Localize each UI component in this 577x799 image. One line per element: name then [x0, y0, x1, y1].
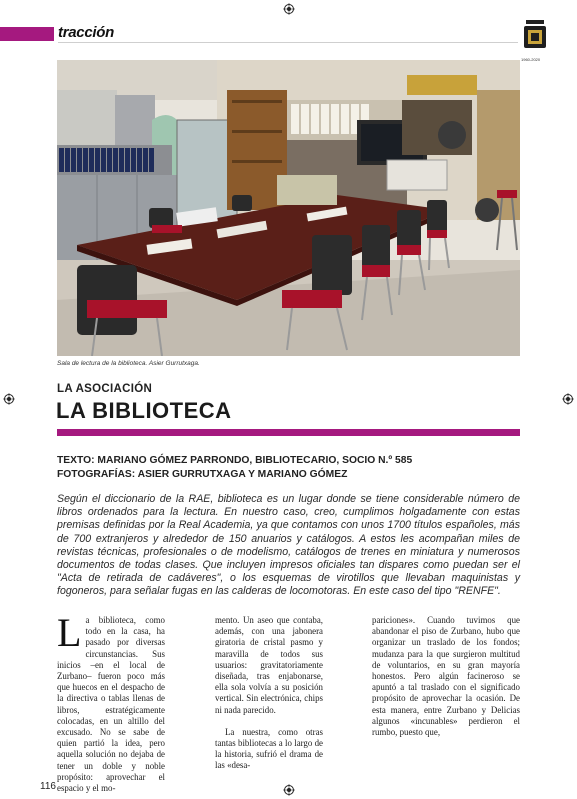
- body-column-1: [57, 610, 165, 794]
- photo-credit: FOTOGRAFÍAS: ASIER GURRUTXAGA Y MARIANO GÓMEZ: [57, 469, 348, 480]
- registration-mark-icon: [3, 393, 15, 405]
- header-rule: [58, 42, 518, 43]
- body-column-2: [215, 615, 323, 772]
- registration-mark-icon: [283, 3, 295, 15]
- body-paragraph: [57, 610, 165, 794]
- section-tag: tracción: [58, 24, 114, 41]
- logo-years: 1960-2020: [521, 57, 541, 62]
- section-kicker: LA ASOCIACIÓN: [57, 383, 153, 395]
- drop-cap: L: [57, 610, 82, 655]
- association-logo-icon: [520, 18, 550, 54]
- photo-caption: Sala de lectura de la biblioteca. Asier Gurrutxaga.: [57, 360, 200, 367]
- title-accent-bar: [57, 429, 520, 436]
- body-paragraph: pariciones». Cuando tuvimos que abandonar el piso de Zurbano, hubo que organizar un traslado de los fondos; mudanza para la que surgieron multitud de voluntarios, en su gran mayoría honestos. Pero algún facineroso se apuntó a tal traslado con el significado propósito de aprovechar la ocasión. De esta manera, entre Zurbano y Delicias algunos «incunables» perdieron el rumbo, puesto que,: [372, 615, 520, 738]
- page-number: 116: [40, 781, 56, 792]
- article-intro: Según el diccionario de la RAE, biblioteca es un lugar donde se tiene considerable número de libros ordenados para la lectura. En nuestro caso, creo, cumplimos holgadamente con estas premisas definidas por la Real Academia, ya que contamos con unos 1700 títulos españoles, más de 700 extranjeros y alrededor de 150 anuarios y catálogos. A estos les acompañan miles de revistas técnicas, profesionales o de modelismo, catálogos de trenes en miniatura y numerosos documentos de todas clases. Que incluyen impresos oficiales tan dispares como puedan ser el "Acta de retirada de cadáveres", o los esquemas de virotillos que llevaban maquinistas y fogoneros, para señalar fugas en las calderas de locomotoras. En este caso del tipo "RENFE".: [57, 493, 520, 598]
- section-color-bar: [0, 27, 54, 41]
- text-credit: TEXTO: MARIANO GÓMEZ PARRONDO, BIBLIOTECARIO, SOCIO N.º 585: [57, 455, 413, 466]
- paragraph-text: a biblioteca, como todo en la casa, ha pasado por diversas circunstancias. Sus inicios –en el local de Zurbano– fueron poco más que huecos en el despacho de la directiva o tablas llenas de libros, estratégicamente colocadas, en un altillo del excusado. No se sabe de quien partió la idea, pero aquella solución no dejaba de tener un doble y noble propósito: aprovechar el espacio y el mo-: [57, 615, 165, 794]
- registration-mark-icon: [562, 393, 574, 405]
- article-title: LA BIBLIOTECA: [56, 398, 232, 423]
- registration-mark-icon: [283, 784, 295, 796]
- body-paragraph: La nuestra, como otras tantas bibliotecas a lo largo de la historia, sufrió el drama de las «desa-: [215, 726, 323, 771]
- library-photo: [57, 60, 520, 356]
- body-paragraph: mento. Un aseo que contaba, además, con una jabonera giratoria de cristal pasmo y maravilla de todos sus usuarios: gravitatoriamente diseñada, tras enjabonarse, ella sola volvía a su posición vertical. Sin electrónica, chips ni nada parecido.: [215, 615, 323, 715]
- body-column-3: [372, 615, 520, 738]
